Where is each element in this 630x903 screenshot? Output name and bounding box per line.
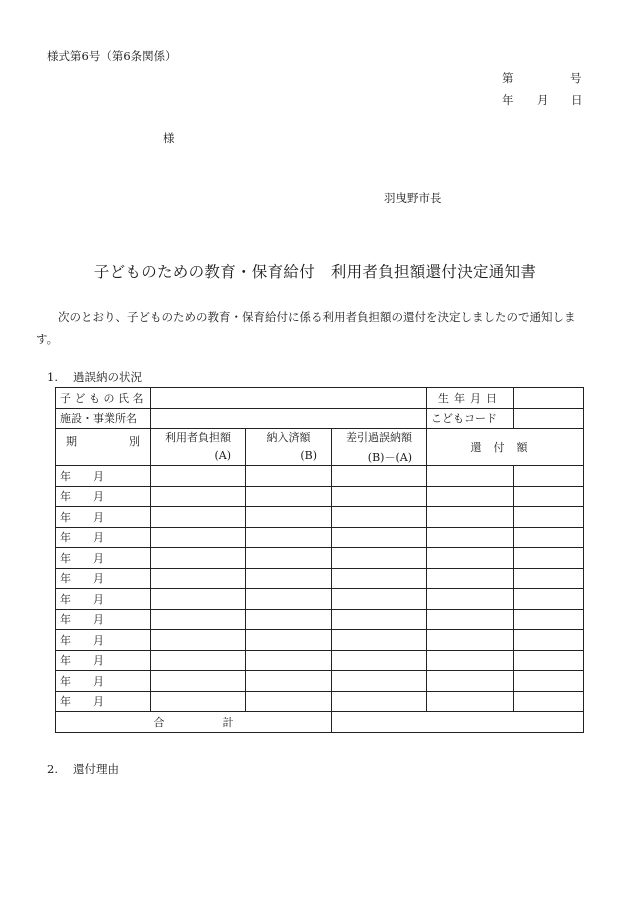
period-rows [56,466,584,712]
total-row [56,712,584,733]
form-number: 様式第6号（第6条関係） [47,49,177,63]
issuer-name: 羽曳野市長 [384,191,442,205]
paid-cell[interactable] [246,466,332,487]
period-cell[interactable] [56,527,151,548]
facility-label: 施設・事業所名 [56,408,151,429]
diff-cell[interactable] [332,609,427,630]
section1-number: 1. [47,370,58,384]
period-month-label: 月 [93,654,104,668]
period-year-label: 年 [60,469,71,483]
refund-extra-cell[interactable] [514,630,584,651]
burden-cell[interactable] [151,568,246,589]
period-cell[interactable] [56,609,151,630]
burden-cell[interactable] [151,609,246,630]
burden-header-line1: 利用者負担額 [165,431,231,444]
table-row [56,527,584,548]
refund-extra-cell[interactable] [514,609,584,630]
child-name-row [56,388,584,409]
paid-cell[interactable] [246,527,332,548]
body-paragraph: 次のとおり、子どものための教育・保育給付に係る利用者負担額の還付を決定しましたので通知します。 [36,310,576,346]
period-month-label: 月 [93,510,104,524]
period-cell[interactable] [56,568,151,589]
refund-cell[interactable] [427,609,514,630]
refund-cell[interactable] [427,548,514,569]
burden-cell[interactable] [151,671,246,692]
refund-extra-cell[interactable] [514,671,584,692]
recipient-honorific: 様 [163,131,175,145]
refund-cell[interactable] [427,671,514,692]
period-month-label: 月 [93,613,104,627]
period-year-label: 年 [60,510,71,524]
section1-heading [47,369,142,385]
facility-field[interactable] [151,408,427,429]
period-cell[interactable] [56,650,151,671]
refund-cell[interactable] [427,486,514,507]
table-row [56,466,584,487]
refund-extra-cell[interactable] [514,548,584,569]
paid-header-line2: (B) [300,449,317,462]
refund-cell[interactable] [427,650,514,671]
period-month-label: 月 [93,592,104,606]
diff-cell[interactable] [332,589,427,610]
period-cell[interactable] [56,671,151,692]
burden-cell[interactable] [151,486,246,507]
refund-extra-cell[interactable] [514,507,584,528]
period-month-label: 月 [93,469,104,483]
paid-cell[interactable] [246,589,332,610]
paid-cell[interactable] [246,568,332,589]
doc-number-suffix: 号 [570,71,582,85]
paid-header-line1: 納入済額 [266,431,311,444]
diff-cell[interactable] [332,650,427,671]
period-label-right: 別 [129,435,140,448]
diff-header-line2: (B)－(A) [367,451,412,464]
table-row [56,691,584,712]
dob-label: 生年月日 [427,388,514,409]
section1-title: 過誤納の状況 [73,370,142,384]
burden-cell[interactable] [151,650,246,671]
period-month-label: 月 [93,633,104,647]
table-row [56,548,584,569]
paid-cell[interactable] [246,691,332,712]
refund-extra-cell[interactable] [514,527,584,548]
refund-extra-cell[interactable] [514,568,584,589]
period-cell[interactable] [56,589,151,610]
total-label-right: 計 [222,715,234,729]
burden-header [151,429,246,466]
period-month-label: 月 [93,490,104,504]
period-year-label: 年 [60,490,71,504]
period-cell[interactable] [56,691,151,712]
section2-title: 還付理由 [73,762,119,776]
total-field[interactable] [332,712,584,733]
period-year-label: 年 [60,674,71,688]
period-cell[interactable] [56,630,151,651]
overpayment-table [55,387,584,733]
refund-cell[interactable] [427,507,514,528]
total-label [56,712,332,733]
date-day: 日 [571,93,583,107]
refund-cell[interactable] [427,691,514,712]
period-cell[interactable] [56,486,151,507]
diff-cell[interactable] [332,691,427,712]
refund-extra-cell[interactable] [514,650,584,671]
period-year-label: 年 [60,654,71,668]
burden-cell[interactable] [151,507,246,528]
child-name-field[interactable] [151,388,427,409]
period-year-label: 年 [60,695,71,709]
period-month-label: 月 [93,674,104,688]
column-header-row [56,429,584,466]
period-year-label: 年 [60,551,71,565]
period-cell[interactable] [56,466,151,487]
diff-cell[interactable] [332,466,427,487]
diff-cell[interactable] [332,486,427,507]
diff-cell[interactable] [332,507,427,528]
period-year-label: 年 [60,613,71,627]
refund-cell[interactable] [427,568,514,589]
document-title: 子どものための教育・保育給付 利用者負担額還付決定通知書 [93,263,537,281]
period-month-label: 月 [93,531,104,545]
refund-extra-cell[interactable] [514,466,584,487]
table-row [56,568,584,589]
diff-cell[interactable] [332,630,427,651]
section2-number: 2. [47,762,58,776]
burden-cell[interactable] [151,527,246,548]
refund-extra-cell[interactable] [514,589,584,610]
refund-extra-cell[interactable] [514,486,584,507]
burden-cell[interactable] [151,466,246,487]
table-row [56,486,584,507]
diff-cell[interactable] [332,568,427,589]
child-code-field[interactable] [514,408,584,429]
period-month-label: 月 [93,572,104,586]
child-code-label: こどもコード [427,408,514,429]
refund-cell[interactable] [427,589,514,610]
paid-cell[interactable] [246,486,332,507]
period-year-label: 年 [60,633,71,647]
refund-cell[interactable] [427,527,514,548]
table-row [56,589,584,610]
table-row [56,630,584,651]
table-row [56,609,584,630]
paid-cell[interactable] [246,671,332,692]
paid-cell[interactable] [246,507,332,528]
burden-cell[interactable] [151,630,246,651]
paid-cell[interactable] [246,630,332,651]
date-year: 年 [502,93,514,107]
section2-heading [47,761,119,777]
period-cell[interactable] [56,507,151,528]
refund-header: 還付額 [427,429,584,466]
refund-cell[interactable] [427,466,514,487]
paid-header [246,429,332,466]
table-row [56,650,584,671]
burden-cell[interactable] [151,691,246,712]
total-label-left: 合 [153,715,165,729]
diff-cell[interactable] [332,671,427,692]
paid-cell[interactable] [246,650,332,671]
diff-cell[interactable] [332,548,427,569]
doc-number-prefix: 第 [502,71,514,85]
dob-field[interactable] [514,388,584,409]
burden-cell[interactable] [151,589,246,610]
period-month-label: 月 [93,695,104,709]
refund-cell[interactable] [427,630,514,651]
table-row [56,671,584,692]
period-label-left: 期 [66,435,77,448]
table-row [56,507,584,528]
burden-header-line2: (A) [214,449,231,462]
paid-cell[interactable] [246,609,332,630]
date-month: 月 [537,93,549,107]
diff-cell[interactable] [332,527,427,548]
burden-cell[interactable] [151,548,246,569]
diff-header [332,429,427,466]
period-month-label: 月 [93,551,104,565]
refund-extra-cell[interactable] [514,691,584,712]
diff-header-line1: 差引過誤納額 [346,431,412,444]
period-header [56,429,151,466]
paid-cell[interactable] [246,548,332,569]
child-name-label: 子どもの氏名 [56,388,151,409]
period-year-label: 年 [60,572,71,586]
period-year-label: 年 [60,531,71,545]
period-cell[interactable] [56,548,151,569]
period-year-label: 年 [60,592,71,606]
facility-row [56,408,584,429]
